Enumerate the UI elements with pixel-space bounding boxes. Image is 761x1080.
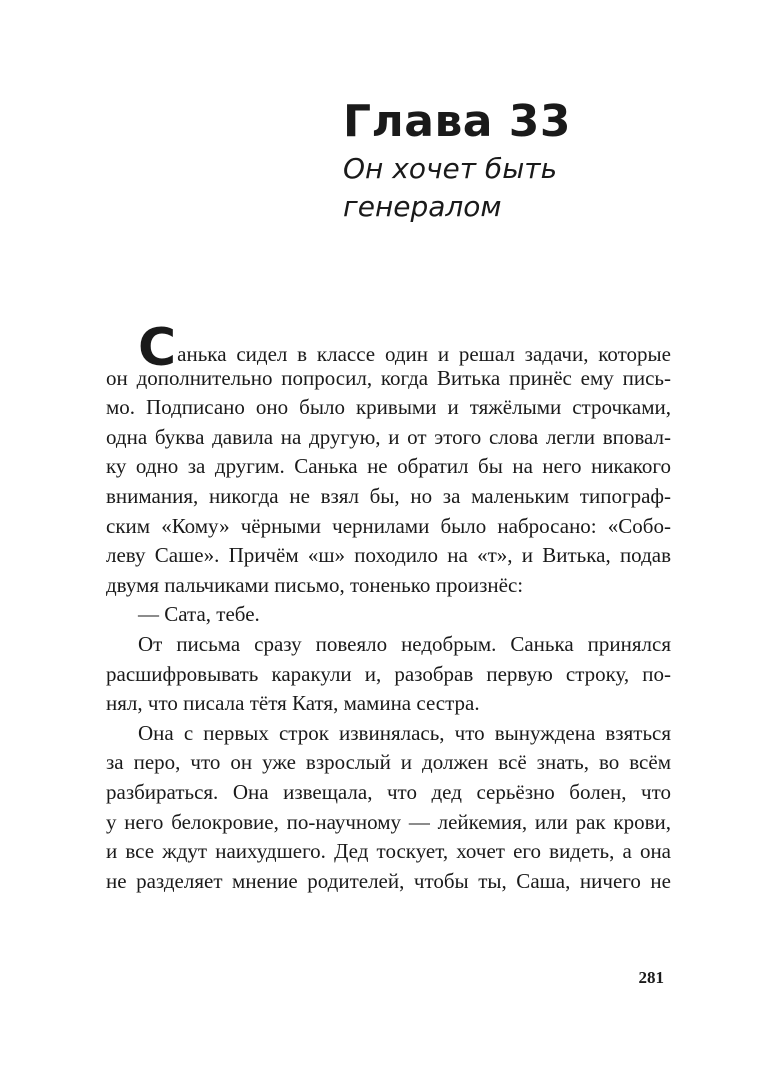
text-line: внимания, никогда не взял бы, но за маленьким типограф- [106,483,671,508]
first-line-text: анька сидел в классе один и решал задачи, которые [177,342,671,366]
text-line: не разделяет мнение родителей, чтобы ты, Саша, ничего не [106,868,671,893]
chapter-subtitle-line: генералом [343,190,502,223]
text-line: Она с первых строк извинялась, что вынуждена взяться [138,720,671,745]
text-line: ку одно за другим. Санька не обратил бы на него никакого [106,454,671,479]
text-line: нял, что писала тётя Катя, мамина сестра. [106,691,480,716]
text-line: леву Саше». Причём «ш» походило на «т», и Витька, подав [106,543,671,568]
page-number: 281 [638,968,664,987]
text-line: одна буква давила на другую, и от этого слова легли вповал- [106,424,671,449]
text-line: он дополнительно попросил, когда Витька принёс ему пись- [106,365,671,390]
chapter-heading [343,96,743,226]
chapter-subtitle [343,150,743,226]
drop-cap: С [138,318,177,378]
text-line: мо. Подписано оно было кривыми и тяжёлыми строчками, [106,395,671,420]
chapter-title: Глава 33 [343,96,572,147]
text-line: за перо, что он уже взрослый и должен всё знать, во всём [106,750,671,775]
body-text [106,318,671,896]
text-line: ским «Кому» чёрными чернилами было набросано: «Собо- [106,513,671,538]
chapter-subtitle-line: Он хочет быть [343,152,558,185]
text-line: и все ждут наихудшего. Дед тоскует, хочет его видеть, а она [106,839,671,864]
text-line: расшифровывать каракули и, разобрав первую строку, по- [106,661,671,686]
text-line: От письма сразу повеяло недобрым. Санька принялся [138,631,671,656]
text-line: двумя пальчиками письмо, тоненько произнёс: [106,572,524,597]
text-line: у него белокровие, по-научному — лейкемия, или рак крови, [106,809,671,834]
dialogue-line: — Сата, тебе. [138,602,260,627]
text-line: разбираться. Она извещала, что дед серьёзно болен, что [106,779,671,804]
